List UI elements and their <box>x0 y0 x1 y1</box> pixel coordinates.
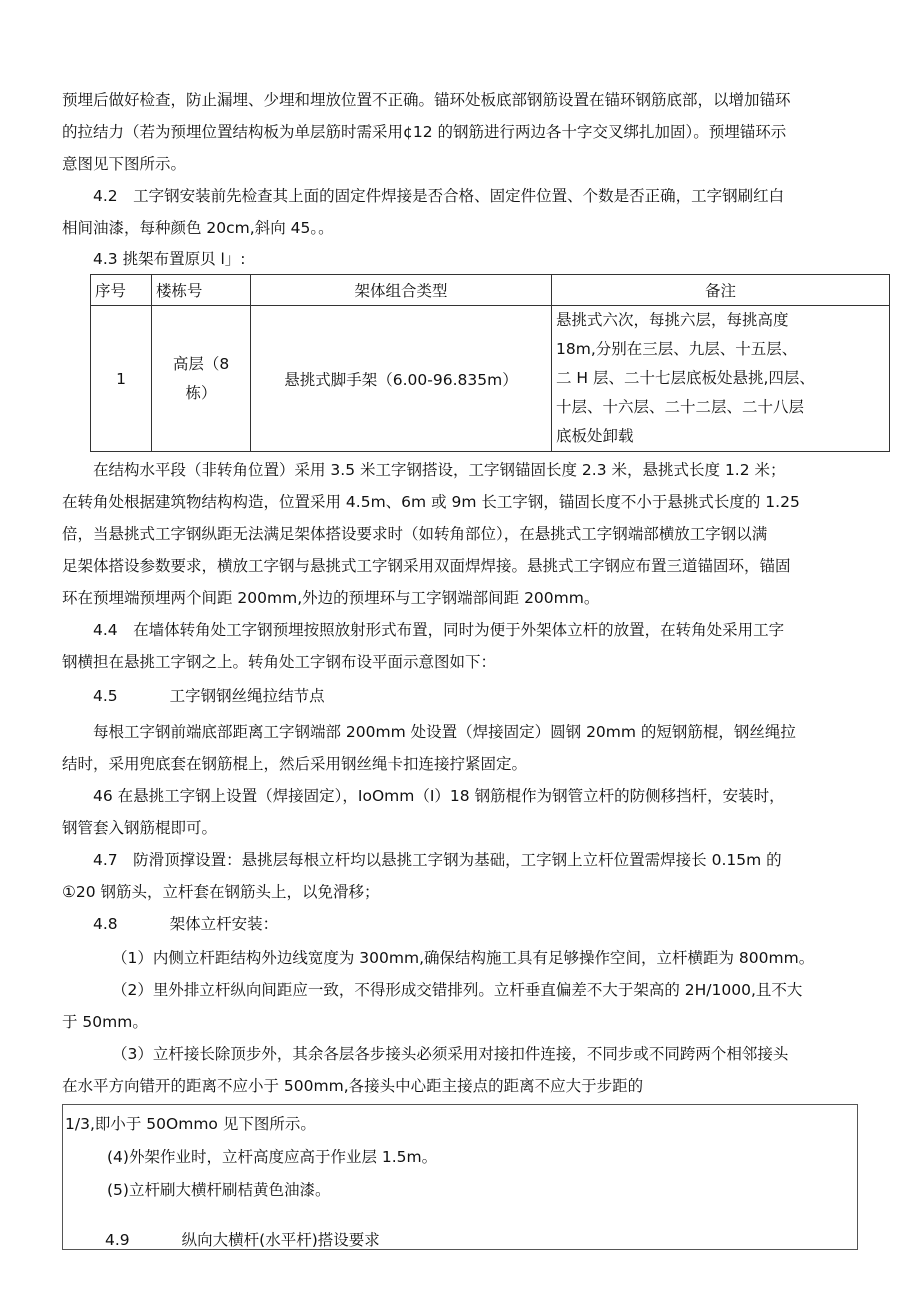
box-line: 1/3,即小于 50Ommo 见下图所示。 <box>65 1115 316 1133</box>
text-line: 钢横担在悬挑工字钢之上。转角处工字钢布设平面示意图如下： <box>62 653 497 671</box>
text-line: 相间油漆，每种颜色 20cm,斜向 45。。 <box>62 219 334 237</box>
note-line: 二 H 层、二十七层底板处悬挑,四层、 <box>556 369 815 387</box>
heading-4-5 <box>62 680 862 712</box>
text-line: 在结构水平段（非转角位置）采用 3.5 米工字钢搭设，工字钢锚固长度 2.3 米，悬挑式长度 1.2 米； <box>93 461 786 479</box>
text-line: 环在预埋端预埋两个间距 200mm,外边的预埋环与工字钢端部间距 200mm。 <box>62 589 600 607</box>
note-line: 十层、十六层、二十二层、二十八层 <box>556 398 805 416</box>
item-1 <box>62 942 862 974</box>
paragraph-4-5 <box>62 716 862 780</box>
text-line: 意图见下图所示。 <box>62 155 187 173</box>
paragraph-4-7 <box>62 844 862 908</box>
text-line: 结时，采用兜底套在钢筋棍上，然后采用钢丝绳卡扣连接拧紧固定。 <box>62 755 528 773</box>
paragraph-horizontal-section <box>62 454 862 614</box>
header-building: 楼栋号 <box>152 275 251 306</box>
box-line: (5)立杆刷大横杆刷桔黄色油漆。 <box>107 1181 331 1199</box>
table-header-row <box>91 275 890 306</box>
text-line: 在水平方向错开的距离不应小于 500mm,各接头中心距主接点的距离不应大于步距的 <box>62 1077 644 1095</box>
note-line: 底板处卸载 <box>556 427 634 445</box>
box-line: (4)外架作业时，立杆高度应高于作业层 1.5m。 <box>107 1148 438 1166</box>
document-body <box>62 84 862 1102</box>
building-line: 高层（8 <box>172 354 230 373</box>
section-title-text: 4.3 挑架布置原贝 l」: <box>93 250 246 268</box>
scaffold-layout-table <box>90 274 890 452</box>
bordered-text-box <box>62 1104 858 1250</box>
text-line: 足架体搭设参数要求，横放工字钢与悬挑式工字钢采用双面焊焊接。悬挑式工字钢应布置三道锚固环，锚固 <box>62 557 791 575</box>
paragraph-4-4 <box>62 614 862 678</box>
paragraph-4-2 <box>62 180 862 244</box>
text-line: 4.4 在墙体转角处工字钢预埋按照放射形式布置，同时为便于外架体立杆的放置，在转角处采用工字 <box>93 621 785 639</box>
text-line: （2）里外排立杆纵向间距应一致，不得形成交错排列。立杆垂直偏差不大于架高的 2H/1000,且不大 <box>112 981 803 999</box>
table-row <box>91 306 890 452</box>
text-line: 预埋后做好检查，防止漏埋、少埋和埋放位置不正确。锚环处板底部钢筋设置在锚环钢筋底部，以增加锚环 <box>62 91 791 109</box>
note-line: 悬挑式六次，每挑六层，每挑高度 <box>556 311 789 329</box>
heading-text: 纵向大横杆(水平杆)搭设要求 <box>181 1231 380 1249</box>
heading-4-8 <box>62 908 862 940</box>
heading-text: 工字钢钢丝绳拉结节点 <box>169 687 325 705</box>
text-line: （3）立杆接长除顶步外，其余各层各步接头必须采用对接扣件连接，不同步或不同跨两个相邻接头 <box>112 1045 789 1063</box>
cell-type: 悬挑式脚手架（6.00-96.835m） <box>251 306 552 452</box>
text-line: 于 50mm。 <box>62 1013 148 1031</box>
item-3 <box>62 1038 862 1102</box>
text-line: 在转角处根据建筑物结构构造，位置采用 4.5m、6m 或 9m 长工字钢，锚固长度不小于悬挑式长度的 1.25 <box>62 493 800 511</box>
heading-number: 4.8 <box>93 915 118 933</box>
text-line: 的拉结力（若为预埋位置结构板为单层筋时需采用¢12 的钢筋进行两边各十字交叉绑扎加固）。预埋锚环示 <box>62 123 787 141</box>
heading-text: 架体立杆安装： <box>169 915 279 933</box>
building-line: 栋） <box>185 383 217 402</box>
text-line: 46 在悬挑工字钢上设置（焊接固定），IoOmm（I）18 钢筋棍作为钢管立杆的防侧移挡杆，安装时， <box>93 787 785 805</box>
header-no: 序号 <box>91 275 152 306</box>
note-line: 18m,分别在三层、九层、十五层、 <box>556 340 798 358</box>
cell-no: 1 <box>91 306 152 452</box>
text-line: 钢管套入钢筋棍即可。 <box>62 819 218 837</box>
heading-number: 4.5 <box>93 687 118 705</box>
text-line: 4.2 工字钢安装前先检查其上面的固定件焊接是否合格、固定件位置、个数是否正确，工字钢刷红白 <box>93 187 785 205</box>
heading-number: 4.9 <box>105 1231 130 1249</box>
header-type: 架体组合类型 <box>251 275 552 306</box>
section-4-3-title <box>62 244 862 274</box>
text-line: ①20 钢筋头，立杆套在钢筋头上，以免滑移； <box>62 883 380 901</box>
header-note: 备注 <box>552 275 890 306</box>
paragraph-4-6 <box>62 780 862 844</box>
heading-4-9 <box>63 1224 857 1257</box>
item-2 <box>62 974 862 1038</box>
text-line: 4.7 防滑顶撑设置：悬挑层每根立杆均以悬挑工字钢为基础，工字钢上立杆位置需焊接长 0.15m 的 <box>93 851 782 869</box>
cell-note <box>552 306 890 452</box>
paragraph-intro <box>62 84 862 180</box>
text-line: （1）内侧立杆距结构外边线宽度为 300mm,确保结构施工具有足够操作空间，立杆横距为 800mm。 <box>112 949 815 967</box>
cell-building <box>152 306 251 452</box>
text-line: 倍，当悬挑式工字钢纵距无法满足架体搭设要求时（如转角部位），在悬挑式工字钢端部横放工字钢以满 <box>62 525 768 543</box>
text-line: 每根工字钢前端底部距离工字钢端部 200mm 处设置（焊接固定）圆钢 20mm 的短钢筋棍，钢丝绳拉 <box>93 723 796 741</box>
